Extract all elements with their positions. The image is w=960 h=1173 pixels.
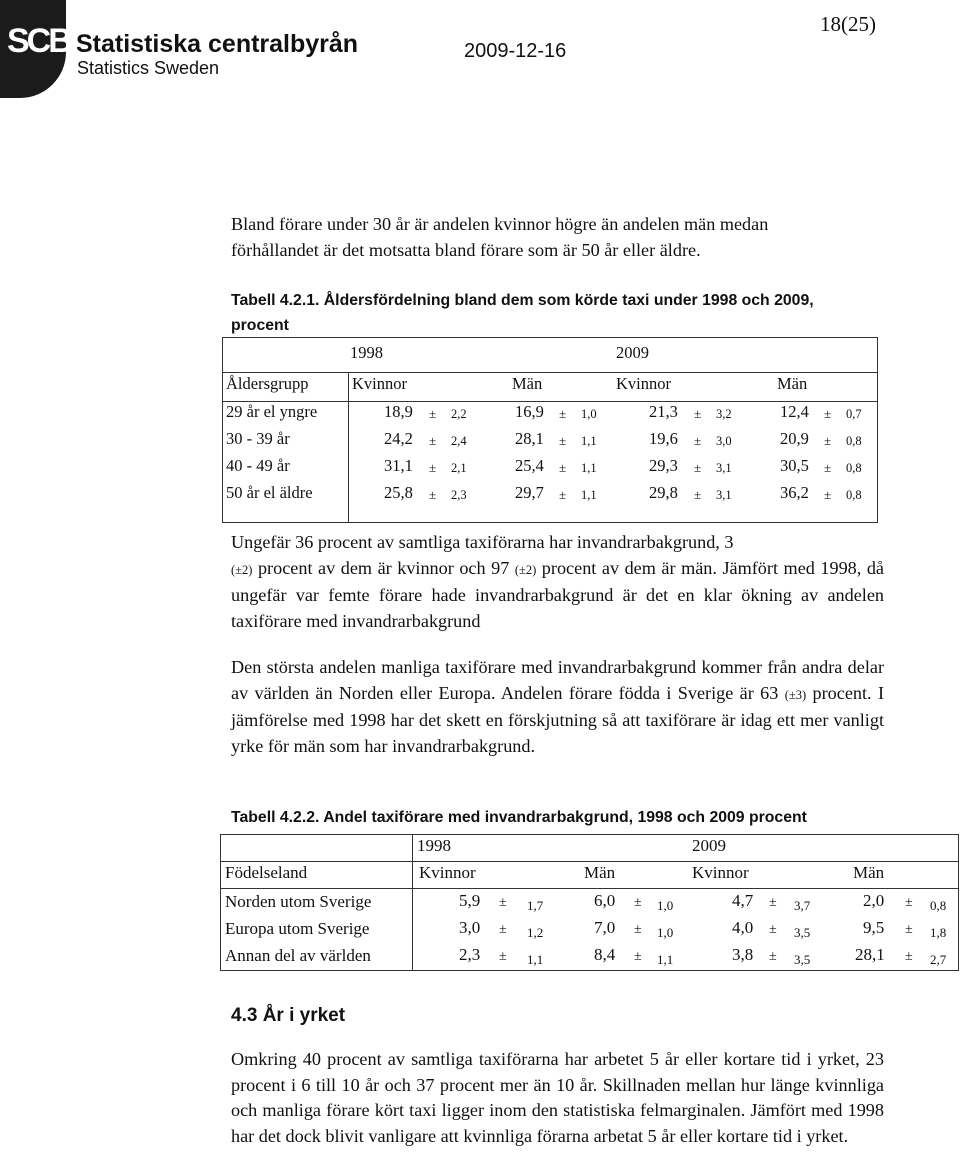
plus-minus: ± xyxy=(769,895,777,910)
column-header: Män xyxy=(584,863,616,882)
table-cell: 3,8 xyxy=(732,945,754,964)
table-cell-error: 2,7 xyxy=(930,952,947,967)
table-row-label: 29 år el yngre xyxy=(226,402,318,421)
plus-minus: ± xyxy=(824,460,832,475)
table-cell: 12,4 xyxy=(780,402,809,421)
plus-minus: ± xyxy=(559,487,567,502)
table-cell-error: 0,8 xyxy=(846,434,862,448)
plus-minus: ± xyxy=(429,487,437,502)
table-cell: 3,0 xyxy=(459,918,481,937)
table-cell-error: 0,8 xyxy=(846,461,862,475)
table-cell-error: 1,0 xyxy=(657,898,674,913)
immigrant-background-paragraph: Ungefär 36 procent av samtliga taxiförarna har invandrarbakgrund, 3 (±2) procent av dem är kvinnor och 97 (±2) procent av dem är män. Jämfört med 1998, då ungefär var femte förare hade invandrarbakgrund är det en klar ökning av andelen taxiförare med invandrarbakgrund xyxy=(231,532,885,631)
table-cell-error: 2,1 xyxy=(451,461,467,475)
org-name: Statistiska centralbyrån xyxy=(76,30,359,58)
plus-minus: ± xyxy=(769,922,777,937)
table-cell-error: 3,0 xyxy=(716,434,732,448)
table-rule xyxy=(220,861,959,862)
column-header: Män xyxy=(853,863,885,882)
table-cell-error: 3,5 xyxy=(794,952,811,967)
table-row-label: 30 - 39 år xyxy=(226,429,290,448)
table1-caption xyxy=(231,289,814,338)
table-cell-error: 1,1 xyxy=(527,952,544,967)
table-cell: 24,2 xyxy=(384,429,413,448)
table-cell: 21,3 xyxy=(649,402,678,421)
plus-minus: ± xyxy=(905,949,913,964)
table-row-label: Norden utom Sverige xyxy=(225,892,372,911)
table-rule xyxy=(222,372,878,373)
table-cell: 4,0 xyxy=(732,918,754,937)
year-header-1998: 1998 xyxy=(417,836,451,855)
table-cell: 36,2 xyxy=(780,483,809,502)
column-header: Kvinnor xyxy=(616,374,671,393)
table-row-label: Annan del av världen xyxy=(225,946,371,965)
plus-minus: ± xyxy=(499,922,507,937)
plus-minus: ± xyxy=(559,460,567,475)
plus-minus: ± xyxy=(429,433,437,448)
plus-minus: ± xyxy=(694,406,702,421)
plus-minus: ± xyxy=(694,433,702,448)
table-row-label: Europa utom Sverige xyxy=(225,919,370,938)
table-row-label: 50 år el äldre xyxy=(226,483,313,502)
section-heading: 4.3 År i yrket xyxy=(231,1005,346,1026)
table-cell-error: 2,4 xyxy=(451,434,467,448)
table-cell: 8,4 xyxy=(594,945,616,964)
table-rule xyxy=(348,372,349,523)
table-cell-error: 2,3 xyxy=(451,488,467,502)
table-cell: 28,1 xyxy=(855,945,885,964)
plus-minus: ± xyxy=(499,895,507,910)
table1-caption-line-2: procent xyxy=(231,316,289,334)
plus-minus: ± xyxy=(905,895,913,910)
table-cell-error: 1,8 xyxy=(930,925,947,940)
table-cell: 29,8 xyxy=(649,483,678,502)
table-cell: 5,9 xyxy=(459,891,481,910)
plus-minus: ± xyxy=(905,922,913,937)
column-header: Åldersgrupp xyxy=(226,374,309,393)
plus-minus: ± xyxy=(634,922,642,937)
table-cell-error: 1,0 xyxy=(581,407,597,421)
table-cell: 4,7 xyxy=(732,891,754,910)
table-cell-error: 1,0 xyxy=(657,925,674,940)
table-cell-error: 1,1 xyxy=(657,952,674,967)
margin-of-error: (±2) xyxy=(514,562,537,577)
table-row-label: 40 - 49 år xyxy=(226,456,290,475)
plus-minus: ± xyxy=(559,433,567,448)
table-cell: 25,4 xyxy=(515,456,544,475)
intro-line-1: Bland förare under 30 år är andelen kvinnor högre än andelen män medan xyxy=(231,214,769,234)
table-cell: 30,5 xyxy=(780,456,809,475)
table-rule xyxy=(220,888,959,889)
logo-text: SCB xyxy=(7,22,70,60)
table-cell-error: 0,8 xyxy=(846,488,862,502)
column-header: Män xyxy=(512,374,543,393)
table-cell: 2,0 xyxy=(863,891,885,910)
table-cell-error: 3,1 xyxy=(716,461,732,475)
table-cell-error: 2,2 xyxy=(451,407,467,421)
plus-minus: ± xyxy=(824,433,832,448)
intro-paragraph xyxy=(231,212,884,263)
table-cell: 7,0 xyxy=(594,918,616,937)
table-cell-error: 3,7 xyxy=(794,898,811,913)
table-cell: 2,3 xyxy=(459,945,481,964)
table-cell: 28,1 xyxy=(515,429,544,448)
table-cell-error: 3,2 xyxy=(716,407,732,421)
org-name-english: Statistics Sweden xyxy=(77,58,220,78)
table-cell: 6,0 xyxy=(594,891,616,910)
year-header-1998: 1998 xyxy=(350,343,383,362)
margin-of-error: (±2) xyxy=(231,562,253,577)
plus-minus: ± xyxy=(769,949,777,964)
table-cell-error: 3,5 xyxy=(794,925,811,940)
plus-minus: ± xyxy=(499,949,507,964)
table-rule xyxy=(412,834,413,971)
plus-minus: ± xyxy=(634,895,642,910)
scb-logo xyxy=(0,0,70,98)
table-cell-error: 0,7 xyxy=(846,407,862,421)
plus-minus: ± xyxy=(694,487,702,502)
table-cell: 29,3 xyxy=(649,456,678,475)
page-number: 18(25) xyxy=(820,12,876,36)
column-header: Födelseland xyxy=(225,863,308,882)
table2-caption: Tabell 4.2.2. Andel taxiförare med invandrarbakgrund, 1998 och 2009 procent xyxy=(231,809,807,826)
table1-caption-line-1: Tabell 4.2.1. Åldersfördelning bland dem som körde taxi under 1998 och 2009, xyxy=(231,292,814,309)
column-header: Kvinnor xyxy=(419,863,476,882)
table-cell-error: 1,2 xyxy=(527,925,544,940)
table-cell: 20,9 xyxy=(780,429,809,448)
years-in-profession-paragraph: Omkring 40 procent av samtliga taxiförarna har arbetet 5 år eller kortare tid i yrket, 23 procent i 6 till 10 år och 37 procent mer än 10 år. Skillnaden mellan hur länge kvinnliga och manliga förare kört taxi ligger inom den statistiska felmarginalen. Jämfört med 1998 har det dock blivit vanligare att kvinnliga förarna arbetat 5 år eller kortare tid i yrket. xyxy=(231,1049,884,1146)
plus-minus: ± xyxy=(634,949,642,964)
table-cell: 31,1 xyxy=(384,456,413,475)
plus-minus: ± xyxy=(559,406,567,421)
country-of-birth-table xyxy=(220,834,959,971)
table-cell-error: 1,1 xyxy=(581,434,597,448)
document-date: 2009-12-16 xyxy=(464,40,567,62)
table-cell: 19,6 xyxy=(649,429,678,448)
male-drivers-paragraph: Den största andelen manliga taxiförare med invandrarbakgrund kommer från andra delar av världen än Norden eller Europa. Andelen förare födda i Sverige är 63 (±3) procent. I jämförelse med 1998 har det skett en förskjutning så att taxiförare är idag ett mer vanligt yrke för män som har invandrarbakgrund. xyxy=(231,657,884,756)
table-cell-error: 1,1 xyxy=(581,461,597,475)
plus-minus: ± xyxy=(429,406,437,421)
column-header: Män xyxy=(777,374,808,393)
table-cell: 29,7 xyxy=(515,483,544,502)
year-header-2009: 2009 xyxy=(692,836,726,855)
column-header: Kvinnor xyxy=(692,863,749,882)
plus-minus: ± xyxy=(824,487,832,502)
column-header: Kvinnor xyxy=(352,374,407,393)
margin-of-error: (±3) xyxy=(784,687,807,702)
table-cell: 9,5 xyxy=(863,918,885,937)
table-cell-error: 3,1 xyxy=(716,488,732,502)
plus-minus: ± xyxy=(824,406,832,421)
table-cell-error: 1,7 xyxy=(527,898,544,913)
table-cell: 18,9 xyxy=(384,402,413,421)
age-distribution-table xyxy=(222,337,878,523)
plus-minus: ± xyxy=(694,460,702,475)
table-cell: 16,9 xyxy=(515,402,544,421)
table-cell-error: 0,8 xyxy=(930,898,947,913)
intro-line-2: förhållandet är det motsatta bland förare som är 50 år eller äldre. xyxy=(231,239,701,260)
year-header-2009: 2009 xyxy=(616,343,649,362)
plus-minus: ± xyxy=(429,460,437,475)
table-cell-error: 1,1 xyxy=(581,488,597,502)
table-cell: 25,8 xyxy=(384,483,413,502)
